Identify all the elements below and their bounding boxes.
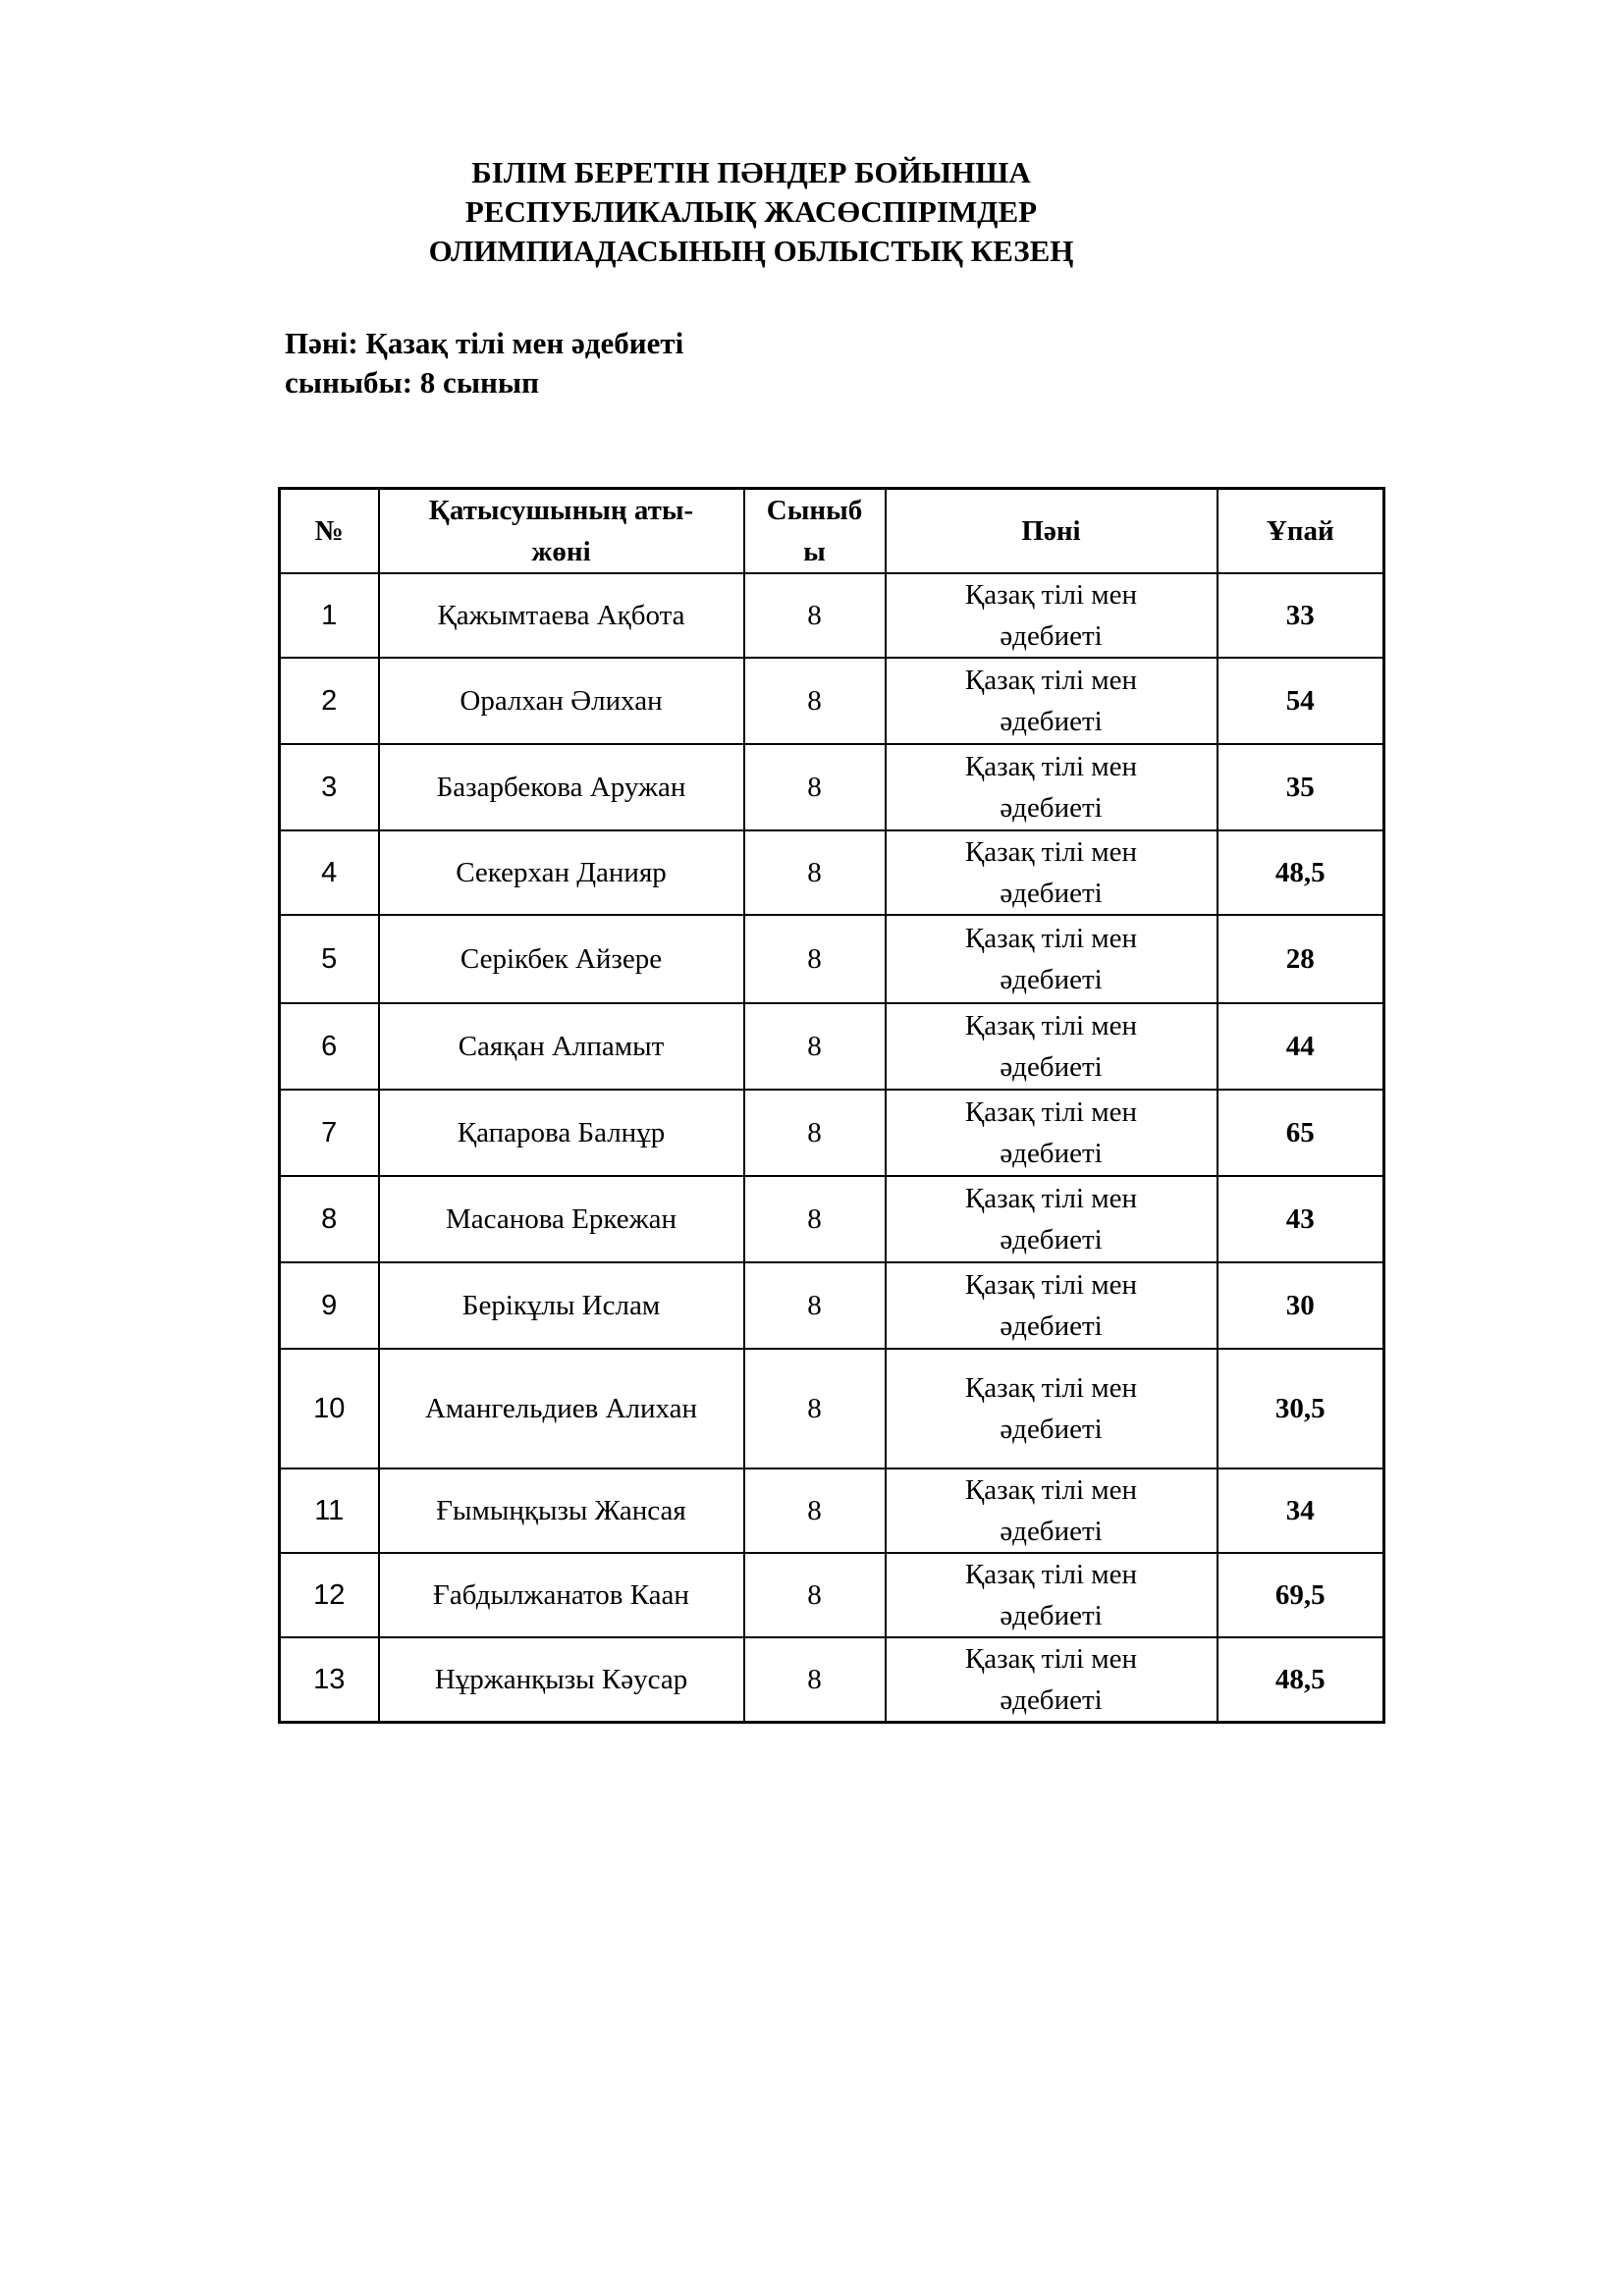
score-cell: 30,5 [1218, 1349, 1384, 1468]
score-cell: 28 [1218, 915, 1384, 1003]
header-name-line-2: жөні [531, 536, 591, 567]
subject-cell [886, 744, 1218, 830]
class-cell: 8 [744, 1262, 886, 1349]
score-cell: 48,5 [1218, 830, 1384, 915]
table-row [280, 658, 1384, 744]
header-name [379, 489, 744, 574]
subject-line-1: Қазақ тілі мен [964, 1269, 1138, 1301]
row-number: 1 [280, 573, 379, 658]
participant-name: Амангельдиев Алихан [379, 1349, 744, 1468]
subject-line-2: әдебиеті [1000, 620, 1103, 652]
participant-name: Оралхан Әлихан [379, 658, 744, 744]
subject-line-1: Қазақ тілі мен [964, 1183, 1138, 1214]
subject-line-1: Қазақ тілі мен [964, 579, 1138, 611]
participant-name: Берікұлы Ислам [379, 1262, 744, 1349]
class-cell: 8 [744, 573, 886, 658]
table-row [280, 1468, 1384, 1553]
participant-name: Қажымтаева Ақбота [379, 573, 744, 658]
subject-line-1: Қазақ тілі мен [964, 1372, 1138, 1404]
participant-name: Базарбекова Аружан [379, 744, 744, 830]
class-cell: 8 [744, 1468, 886, 1553]
table-row [280, 1637, 1384, 1723]
subject-cell [886, 573, 1218, 658]
participant-name: Серікбек Айзере [379, 915, 744, 1003]
class-cell: 8 [744, 658, 886, 744]
subject-line-1: Қазақ тілі мен [964, 1474, 1138, 1506]
participant-name: Секерхан Данияр [379, 830, 744, 915]
score-cell: 34 [1218, 1468, 1384, 1553]
class-cell: 8 [744, 1176, 886, 1262]
subject-line-1: Қазақ тілі мен [964, 1096, 1138, 1128]
subject-line-2: әдебиеті [1000, 878, 1103, 909]
row-number: 9 [280, 1262, 379, 1349]
subject-line-1: Қазақ тілі мен [964, 836, 1138, 868]
subject-cell [886, 1349, 1218, 1468]
class-cell: 8 [744, 915, 886, 1003]
subject-line: Пәні: Қазақ тілі мен әдебиеті [285, 326, 684, 360]
header-num: № [280, 489, 379, 574]
subject-cell [886, 1262, 1218, 1349]
header-class-line-1: Сыныб [766, 495, 863, 526]
subject-line-2: әдебиеті [1000, 706, 1103, 737]
class-cell: 8 [744, 1090, 886, 1176]
row-number: 3 [280, 744, 379, 830]
class-cell: 8 [744, 744, 886, 830]
header-score: Ұпай [1218, 489, 1384, 574]
subject-line-2: әдебиеті [1000, 1414, 1103, 1445]
score-cell: 30 [1218, 1262, 1384, 1349]
subject-line-1: Қазақ тілі мен [964, 1010, 1138, 1041]
subject-line-2: әдебиеті [1000, 1516, 1103, 1547]
document-heading [0, 153, 1502, 271]
class-cell: 8 [744, 830, 886, 915]
score-cell: 54 [1218, 658, 1384, 744]
participant-name: Ғабдылжанатов Каан [379, 1553, 744, 1637]
class-cell: 8 [744, 1553, 886, 1637]
row-number: 10 [280, 1349, 379, 1468]
participant-name: Саяқан Алпамыт [379, 1003, 744, 1090]
row-number: 6 [280, 1003, 379, 1090]
subject-line-1: Қазақ тілі мен [964, 665, 1138, 696]
subject-line-2: әдебиеті [1000, 1310, 1103, 1342]
heading-line-2: РЕСПУБЛИКАЛЫҚ ЖАСӨСПІРІМДЕР [464, 194, 1038, 229]
table-row [280, 1003, 1384, 1090]
score-cell: 69,5 [1218, 1553, 1384, 1637]
row-number: 12 [280, 1553, 379, 1637]
subject-line-2: әдебиеті [1000, 964, 1103, 995]
table-row [280, 1176, 1384, 1262]
header-name-line-1: Қатысушының аты- [428, 495, 694, 526]
subject-cell [886, 1003, 1218, 1090]
subject-cell [886, 1468, 1218, 1553]
subject-cell [886, 1176, 1218, 1262]
participant-name: Ғымыңқызы Жансая [379, 1468, 744, 1553]
score-cell: 65 [1218, 1090, 1384, 1176]
row-number: 5 [280, 915, 379, 1003]
score-cell: 33 [1218, 573, 1384, 658]
class-line: сыныбы: 8 сынып [285, 365, 539, 400]
subject-line-2: әдебиеті [1000, 1138, 1103, 1169]
subject-line-2: әдебиеті [1000, 1684, 1103, 1716]
subject-cell [886, 1090, 1218, 1176]
score-cell: 44 [1218, 1003, 1384, 1090]
participant-name: Қапарова Балнұр [379, 1090, 744, 1176]
class-cell: 8 [744, 1637, 886, 1723]
header-subject: Пәні [886, 489, 1218, 574]
document-meta [285, 324, 683, 402]
table-row [280, 1262, 1384, 1349]
subject-line-2: әдебиеті [1000, 1051, 1103, 1083]
subject-cell [886, 1553, 1218, 1637]
subject-line-1: Қазақ тілі мен [964, 923, 1138, 954]
header-class-line-2: ы [803, 536, 826, 567]
table-row [280, 915, 1384, 1003]
results-table [278, 487, 1385, 1724]
subject-line-1: Қазақ тілі мен [964, 1559, 1138, 1590]
table-row [280, 573, 1384, 658]
row-number: 7 [280, 1090, 379, 1176]
table-row [280, 1349, 1384, 1468]
heading-line-1: БІЛІМ БЕРЕТІН ПӘНДЕР БОЙЫНША [471, 155, 1031, 189]
participant-name: Нұржанқызы Кәусар [379, 1637, 744, 1723]
class-cell: 8 [744, 1003, 886, 1090]
subject-line-2: әдебиеті [1000, 1224, 1103, 1255]
score-cell: 35 [1218, 744, 1384, 830]
table-header-row [280, 489, 1384, 574]
row-number: 13 [280, 1637, 379, 1723]
row-number: 8 [280, 1176, 379, 1262]
heading-line-3: ОЛИМПИАДАСЫНЫҢ ОБЛЫСТЫҚ КЕЗЕҢ [428, 234, 1074, 268]
subject-cell [886, 830, 1218, 915]
class-cell: 8 [744, 1349, 886, 1468]
table-row [280, 830, 1384, 915]
subject-line-1: Қазақ тілі мен [964, 1643, 1138, 1675]
participant-name: Масанова Еркежан [379, 1176, 744, 1262]
table-row [280, 1090, 1384, 1176]
score-cell: 43 [1218, 1176, 1384, 1262]
subject-cell [886, 1637, 1218, 1723]
subject-line-2: әдебиеті [1000, 792, 1103, 824]
table-row [280, 1553, 1384, 1637]
score-cell: 48,5 [1218, 1637, 1384, 1723]
subject-cell [886, 658, 1218, 744]
header-class [744, 489, 886, 574]
row-number: 2 [280, 658, 379, 744]
subject-cell [886, 915, 1218, 1003]
subject-line-1: Қазақ тілі мен [964, 751, 1138, 782]
row-number: 4 [280, 830, 379, 915]
table-row [280, 744, 1384, 830]
table-body [280, 573, 1384, 1723]
subject-line-2: әдебиеті [1000, 1600, 1103, 1631]
row-number: 11 [280, 1468, 379, 1553]
